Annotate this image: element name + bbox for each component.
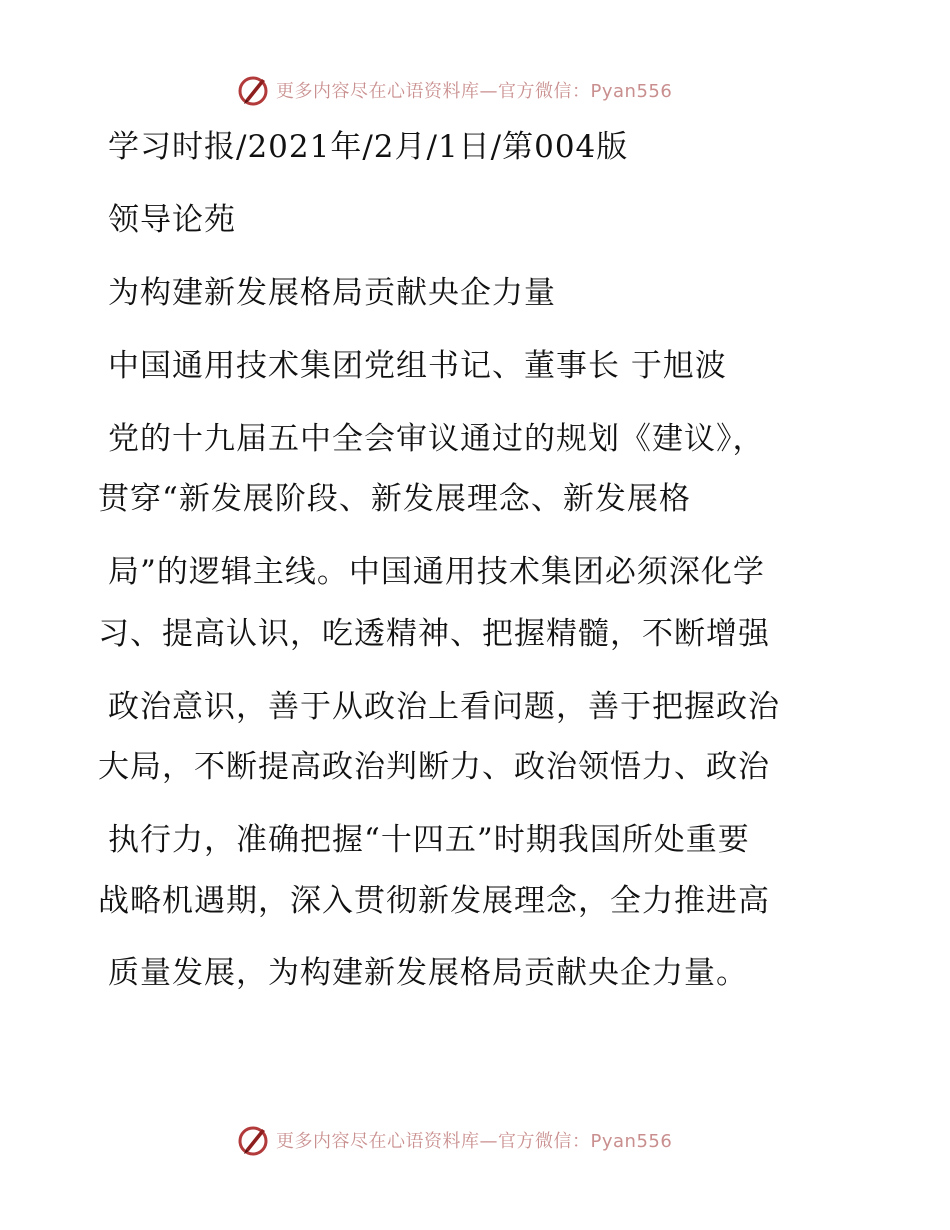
article-title: 为构建新发展格局贡献央企力量 bbox=[108, 275, 556, 311]
body-line: 党的十九届五中全会审议通过的规划《建议》， bbox=[108, 421, 765, 457]
watermark-text: 更多内容尽在心语资料库—官方微信：Pyan556 bbox=[276, 1131, 673, 1152]
body-line: 习、提高认识，吃透精神、把握精髓，不断增强 bbox=[98, 616, 770, 652]
body-line: 执行力，准确把握“十四五”时期我国所处重要 bbox=[108, 822, 750, 858]
body-line: 贯穿“新发展阶段、新发展理念、新发展格 bbox=[98, 481, 691, 517]
body-line: 战略机遇期，深入贯彻新发展理念，全力推进高 bbox=[98, 883, 770, 919]
body-line: 局”的逻辑主线。中国通用技术集团必须深化学 bbox=[108, 554, 765, 590]
body-line: 政治意识，善于从政治上看问题，善于把握政治 bbox=[108, 689, 780, 725]
body-line: 大局，不断提高政治判断力、政治领悟力、政治 bbox=[98, 749, 770, 785]
body-line: 质量发展，为构建新发展格局贡献央企力量。 bbox=[108, 955, 748, 991]
source-line: 学习时报/2021年/2月/1日/第004版 bbox=[108, 129, 629, 165]
quill-pen-circle-icon bbox=[236, 73, 270, 107]
watermark-text: 更多内容尽在心语资料库—官方微信：Pyan556 bbox=[276, 81, 673, 102]
quill-pen-circle-icon bbox=[236, 1123, 270, 1157]
footer-watermark bbox=[236, 1122, 672, 1158]
author-line: 中国通用技术集团党组书记、董事长 于旭波 bbox=[108, 348, 727, 384]
header-watermark bbox=[236, 72, 672, 108]
column-name: 领导论苑 bbox=[108, 202, 236, 238]
